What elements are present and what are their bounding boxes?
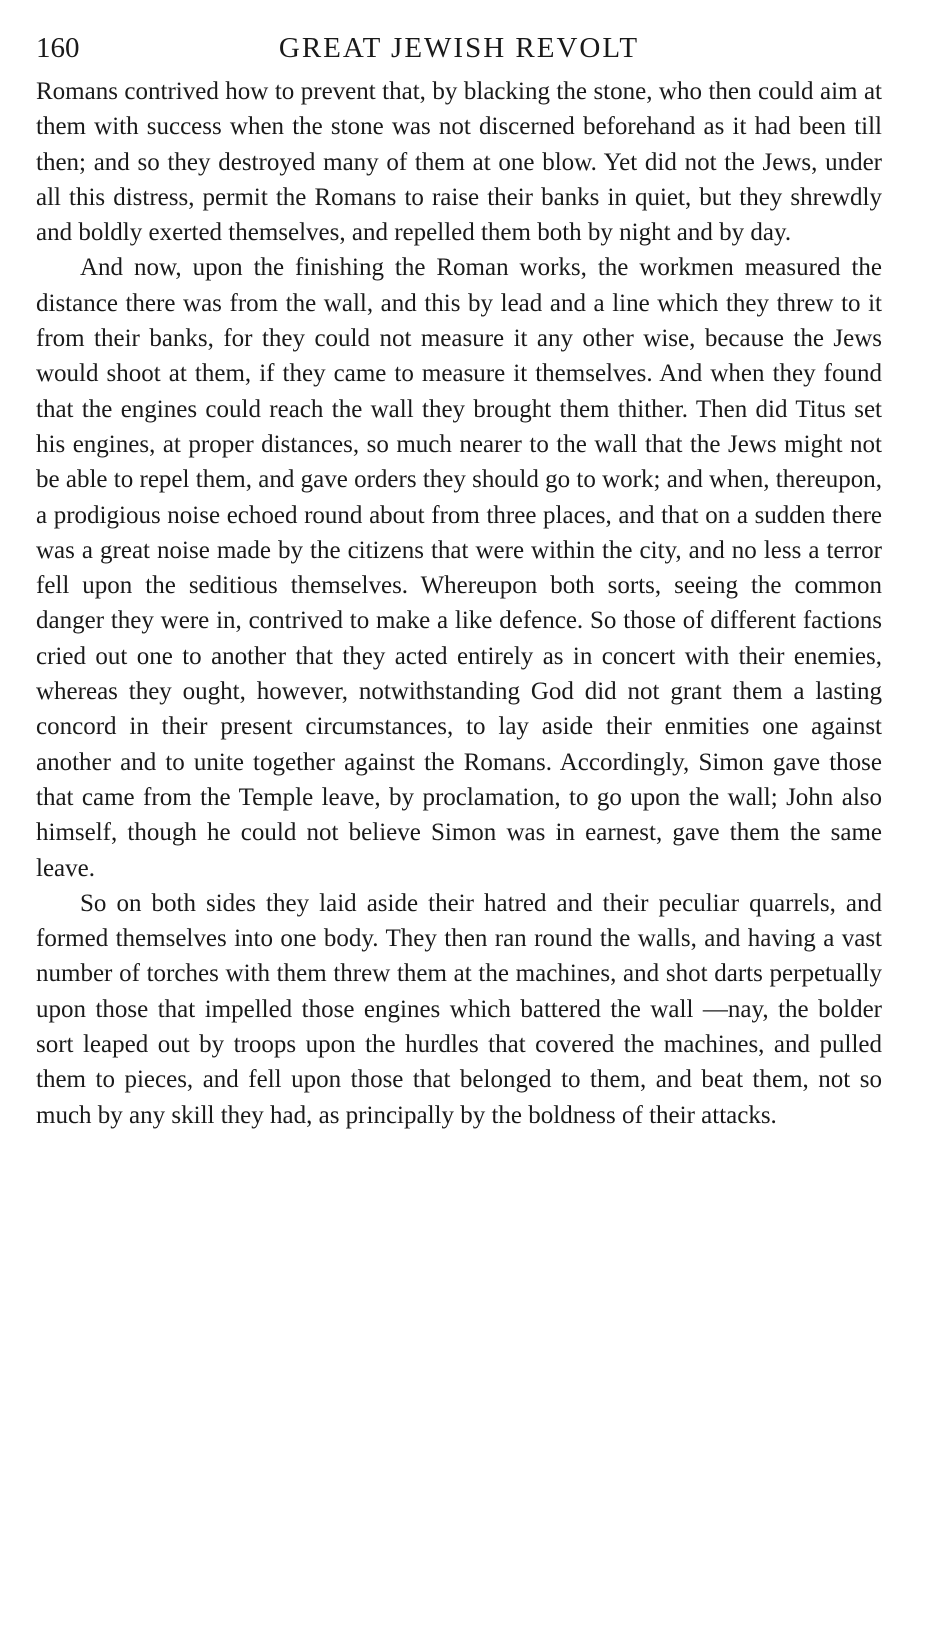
book-page <box>36 26 882 1133</box>
paragraph-3: So on both sides they laid aside their hatred and their peculiar quarrels, and formed themselves into one body. They then ran round the walls, and having a vast number of torches with them threw them at the machines, and shot darts perpetually upon those that impelled those engines which battered the wall —nay, the bolder sort leaped out by troops upon the hurdles that covered the machines, and pulled them to pieces, and fell upon those that belonged to them, and beat them, not so much by any skill they had, as principally by the boldness of their attacks. <box>36 889 882 1129</box>
page-number: 160 <box>36 32 80 64</box>
paragraph-2: And now, upon the finishing the Roman works, the workmen measured the distance there was from the wall, and this by lead and a line which they threw to it from their banks, for they could not measure it any other wise, because the Jews would shoot at them, if they came to measure it themselves. And when they found that the engines could reach the wall they brought them thither. Then did Titus set his engines, at proper distances, so much nearer to the wall that the Jews might not be able to repel them, and gave orders they should go to work; and when, thereupon, a prodigious noise echoed round about from three places, and that on a sudden there was a great noise made by the citizens that were within the city, and no less a terror fell upon the seditious themselves. Whereupon both sorts, seeing the common danger they were in, contrived to make a like defence. So those of different factions cried out one to another that they acted entirely as in concert with their enemies, whereas they ought, however, notwithstanding God did not grant them a lasting concord in their present circumstances, to lay aside their enmities one against another and to unite together against the Romans. Accordingly, Simon gave those that came from the Temple leave, by proclamation, to go upon the wall; John also himself, though he could not believe Simon was in earnest, gave them the same leave. <box>36 254 882 882</box>
page-header <box>36 26 882 74</box>
running-title: GREAT JEWISH REVOLT <box>278 32 640 64</box>
body-text <box>36 74 882 1133</box>
paragraph-1: Romans contrived how to prevent that, by blacking the stone, who then could aim at them with success when the stone was not discerned beforehand as it had been till then; and so they destroyed many of them at one blow. Yet did not the Jews, under all this distress, permit the Romans to raise their banks in quiet, but they shrewdly and boldly exerted themselves, and repelled them both by night and by day. <box>36 78 882 247</box>
